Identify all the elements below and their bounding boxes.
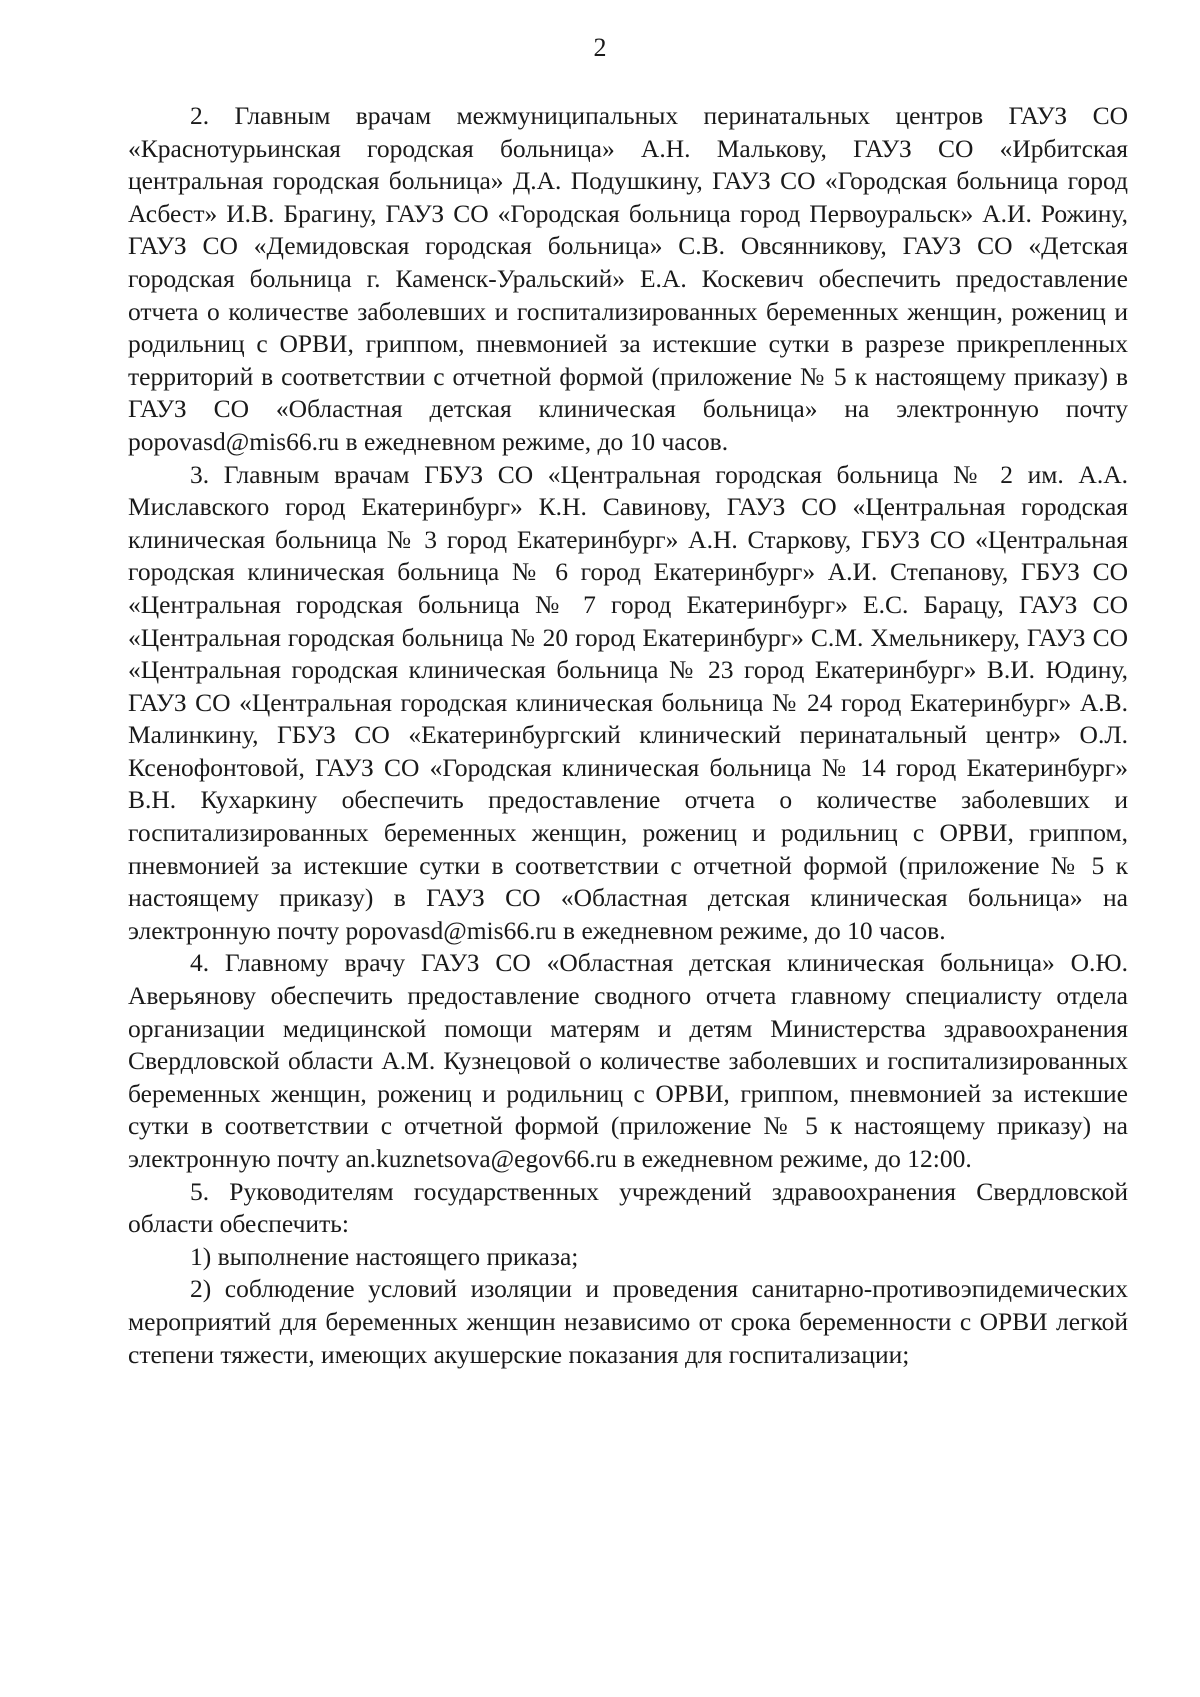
paragraph-item-3: 3. Главным врачам ГБУЗ СО «Центральная городская больница № 2 им. А.А. Миславского город Екатеринбург» К.Н. Савинову, ГАУЗ СО «Центральная городская клиническая больница № 3 город Екатеринбург» А.Н. Старкову, ГБУЗ СО «Центральная городская клиническая больница № 6 город Екатеринбург» А.И. Степанову, ГБУЗ СО «Центральная городская больница № 7 город Екатеринбург» Е.С. Барацу, ГАУЗ СО «Центральная городская больница № 20 город Екатеринбург» С.М. Хмельникеру, ГАУЗ СО «Центральная городская клиническая больница № 23 город Екатеринбург» В.И. Юдину, ГАУЗ СО «Центральная городская клиническая больница № 24 город Екатеринбург» А.В. Малинкину, ГБУЗ СО «Екатеринбургский клинический перинатальный центр» О.Л. Ксенофонтовой, ГАУЗ СО «Городская клиническая больница № 14 город Екатеринбург» В.Н. Кухаркину обеспечить предоставление отчета о количестве заболевших и госпитализированных беременных женщин, рожениц и родильниц с ОРВИ, гриппом, пневмонией за истекшие сутки в соответствии с отчетной формой (приложение № 5 к настоящему приказу) в ГАУЗ СО «Областная детская клиническая больница» на электронную почту popovasd@mis66.ru в ежедневном режиме, до 10 часов. bbox=[128, 459, 1128, 945]
subitem-1: 1) выполнение настоящего приказа; bbox=[190, 1241, 579, 1271]
paragraph-item-4: 4. Главному врачу ГАУЗ СО «Областная детская клиническая больница» О.Ю. Аверьянову обеспечить предоставление сводного отчета главному специалисту отдела организации медицинской помощи матерям и детям Министерства здравоохранения Свердловской области А.М. Кузнецовой о количестве заболевших и госпитализированных беременных женщин, рожениц и родильниц с ОРВИ, гриппом, пневмонией за истекшие сутки в соответствии с отчетной формой (приложение № 5 к настоящему приказу) на электронную почту an.kuznetsova@egov66.ru в ежедневном режиме, до 12:00. bbox=[128, 948, 1128, 1173]
subitem-2: 2) соблюдение условий изоляции и проведения санитарно-противоэпидемических мероприятий для беременных женщин независимо от срока беременности с ОРВИ легкой степени тяжести, имеющих акушерские показания для госпитализации; bbox=[128, 1274, 1128, 1369]
page-number: 2 bbox=[593, 33, 607, 62]
document-body bbox=[128, 100, 1128, 1371]
paragraph-item-5: 5. Руководителям государственных учреждений здравоохранения Свердловской области обеспечить: bbox=[128, 1176, 1128, 1239]
paragraph-item-2: 2. Главным врачам межмуниципальных перинатальных центров ГАУЗ СО «Краснотурьинская городская больница» А.Н. Малькову, ГАУЗ СО «Ирбитская центральная городская больница» Д.А. Подушкину, ГАУЗ СО «Городская больница город Асбест» И.В. Брагину, ГАУЗ СО «Городская больница город Первоуральск» А.И. Рожину, ГАУЗ СО «Демидовская городская больница» С.В. Овсянникову, ГАУЗ СО «Детская городская больница г. Каменск-Уральский» Е.А. Коскевич обеспечить предоставление отчета о количестве заболевших и госпитализированных беременных женщин, рожениц и родильниц с ОРВИ, гриппом, пневмонией за истекшие сутки в разрезе прикрепленных территорий в соответствии с отчетной формой (приложение № 5 к настоящему приказу) в ГАУЗ СО «Областная детская клиническая больница» на электронную почту popovasd@mis66.ru в ежедневном режиме, до 10 часов. bbox=[128, 101, 1128, 456]
